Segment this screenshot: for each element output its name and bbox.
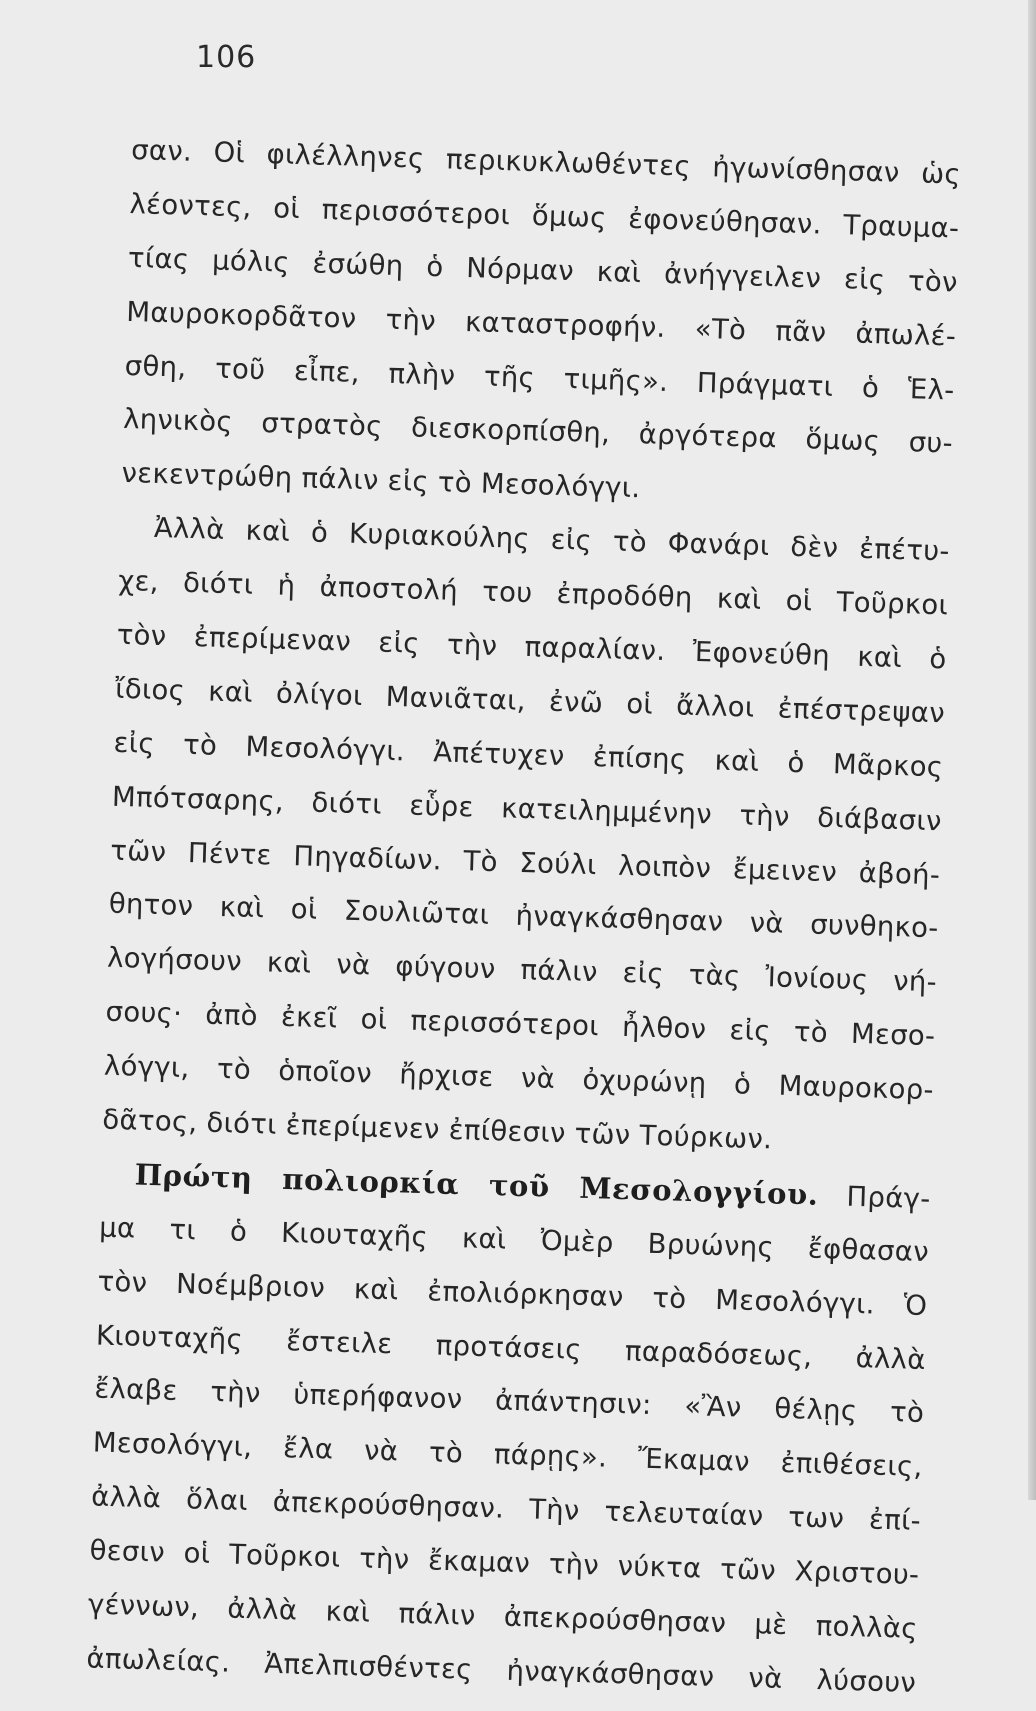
text-line: χε, διότι ἡ ἀποστολή του ἐπροδόθη καὶ οἱ Τοῦρκοι xyxy=(117,564,949,622)
text-line: Μπότσαρης, διότι εὗρε κατειλημμένην τὴν διάβασιν xyxy=(111,780,943,838)
body-text xyxy=(86,124,962,1711)
paragraph-start-line: Ἀλλὰ καὶ ὁ Κυριακούλης εἰς τὸ Φανάρι δὲν ἐπέτυ- xyxy=(153,512,951,568)
text-line: σαν. Οἱ φιλέλληνες περικυκλωθέντες ἠγωνίσθησαν ὡς xyxy=(130,133,962,191)
text-line: δᾶτος, διότι ἐπερίμενεν ἐπίθεσιν τῶν Τούρκων. xyxy=(101,1103,773,1156)
text-line: τῶν Πέντε Πηγαδίων. Τὸ Σούλι λοιπὸν ἔμεινεν ἀβοή- xyxy=(109,834,941,891)
text-line: λογήσουν καὶ νὰ φύγουν πάλιν εἰς τὰς Ἰονίους νή- xyxy=(106,941,938,999)
section-heading: Πρώτη πολιορκία τοῦ Μεσολογγίου. xyxy=(134,1157,820,1212)
text-line: θητον καὶ οἱ Σουλιῶται ἠναγκάσθησαν νὰ συνθηκο- xyxy=(108,888,939,945)
text-line: ἀπωλείας. Ἀπελπισθέντες ἠναγκάσθησαν νὰ λύσουν xyxy=(85,1642,917,1699)
text-line: τὸν ἐπερίμεναν εἰς τὴν παραλίαν. Ἐφονεύθη καὶ ὁ xyxy=(116,618,947,676)
page-edge-shadow xyxy=(1028,0,1036,1500)
text-line: Κιουταχῆς ἔστειλε προτάσεις παραδόσεως, ἀλλὰ xyxy=(95,1319,927,1376)
text-line: γέννων, ἀλλὰ καὶ πάλιν ἀπεκρούσθησαν μὲ πολλὰς xyxy=(87,1588,919,1646)
text-line: σους· ἀπὸ ἐκεῖ οἱ περισσότεροι ἦλθον εἰς τὸ Μεσο- xyxy=(105,995,936,1053)
text-line: εἰς τὸ Μεσολόγγι. Ἀπέτυχεν ἐπίσης καὶ ὁ Μᾶρκος xyxy=(113,726,944,784)
page-number: 106 xyxy=(196,40,257,75)
text-line: ἴδιος καὶ ὀλίγοι Μανιᾶται, ἐνῶ οἱ ἄλλοι ἐπέστρεψαν xyxy=(114,672,946,730)
text-line: ἀλλὰ ὅλαι ἀπεκρούσθησαν. Τὴν τελευταίαν των ἐπί- xyxy=(90,1480,922,1538)
text-line: Μαυροκορδᾶτον τὴν καταστροφήν. «Τὸ πᾶν ἀπωλέ- xyxy=(125,295,957,353)
text-line: λόγγι, τὸ ὁποῖον ἤρχισε νὰ ὀχυρώνῃ ὁ Μαυροκορ- xyxy=(103,1049,935,1107)
text-line: Μεσολόγγι, ἔλα νὰ τὸ πάρῃς». Ἔκαμαν ἐπιθέσεις, xyxy=(92,1426,923,1484)
text-line: λέοντες, οἱ περισσότεροι ὅμως ἐφονεύθησαν. Τραυμα- xyxy=(129,187,960,245)
text-line: ληνικὸς στρατὸς διεσκορπίσθη, ἀργότερα ὅμως συ- xyxy=(122,403,954,460)
text-line: τίας μόλις ἐσώθη ὁ Νόρμαν καὶ ἀνήγγειλεν εἰς τὸν xyxy=(127,241,959,299)
text-line: νεκεντρώθη πάλιν εἰς τὸ Μεσολόγγι. xyxy=(121,457,641,505)
text-line: σθη, τοῦ εἶπε, πλὴν τῆς τιμῆς». Πράγματι ὁ Ἑλ- xyxy=(124,349,955,407)
text-line: τὸν Νοέμβριον καὶ ἐπολιόρκησαν τὸ Μεσολόγγι. Ὁ xyxy=(97,1265,928,1322)
section-heading-continuation: Πράγ- xyxy=(846,1180,931,1216)
text-line: μα τι ὁ Κιουταχῆς καὶ Ὀμὲρ Βρυώνης ἔφθασαν xyxy=(98,1211,930,1268)
text-line: ἔλαβε τὴν ὑπερήφανον ἀπάντησιν: «Ἂν θέλῃς τὸ xyxy=(93,1372,925,1430)
text-line: θεσιν οἱ Τοῦρκοι τὴν ἔκαμαν τὴν νύκτα τῶν Χριστου- xyxy=(89,1534,920,1592)
